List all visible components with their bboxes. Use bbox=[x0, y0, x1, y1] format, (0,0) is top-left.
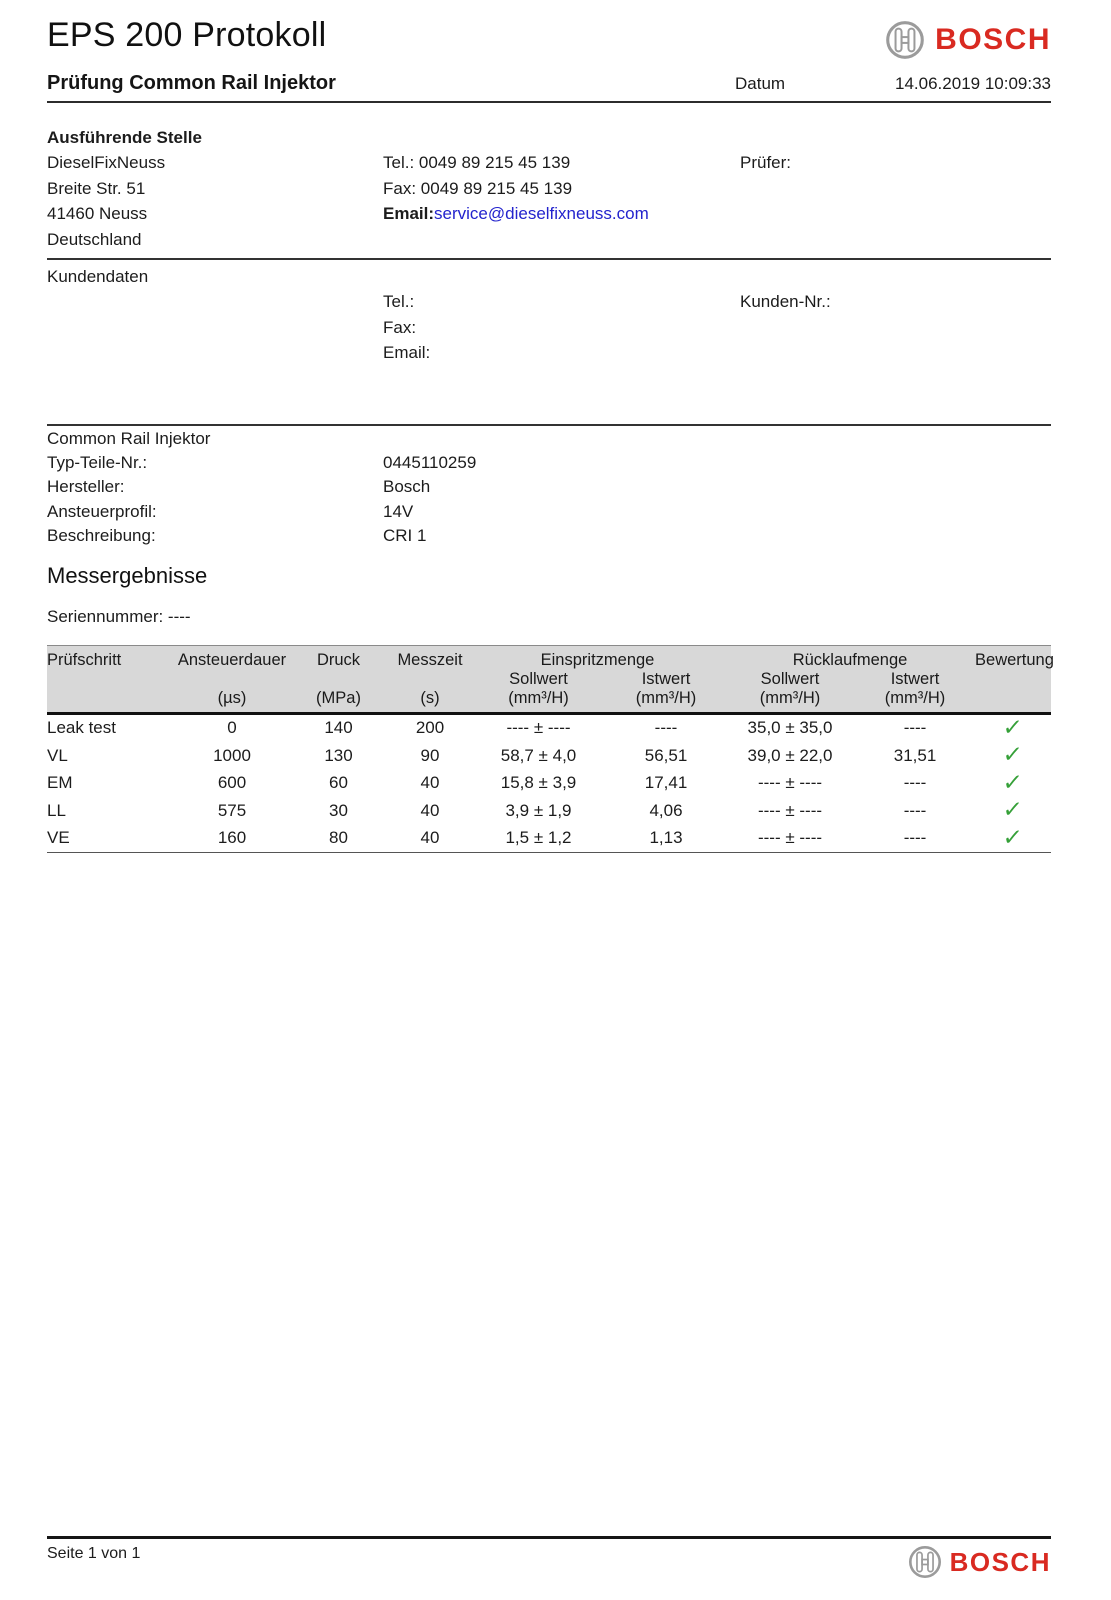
customer-contact bbox=[383, 289, 740, 366]
table-row bbox=[47, 742, 1051, 770]
pass-check-icon: ✓ bbox=[1002, 823, 1025, 850]
cell-ruecklauf-sollwert: ---- ± ---- bbox=[757, 828, 823, 847]
unit-us: (µs) bbox=[177, 689, 287, 714]
office-email-link[interactable]: service@dieselfixneuss.com bbox=[434, 204, 649, 223]
field-label: Ansteuerprofil: bbox=[47, 501, 157, 521]
cell-einspritz-istwert: 1,13 bbox=[649, 828, 683, 847]
office-fax: Fax: 0049 89 215 45 139 bbox=[383, 178, 573, 198]
bosch-wordmark: BOSCH bbox=[935, 23, 1051, 56]
bosch-wordmark: BOSCH bbox=[949, 1547, 1051, 1577]
pass-check-icon: ✓ bbox=[1002, 741, 1025, 767]
table-row bbox=[47, 825, 1051, 853]
results-table-header bbox=[47, 645, 1054, 713]
cell-druck: 140 bbox=[324, 718, 353, 737]
executing-office-address bbox=[47, 150, 383, 252]
field-label: Beschreibung: bbox=[47, 526, 156, 545]
office-street: Breite Str. 51 bbox=[47, 178, 146, 198]
report-header bbox=[47, 16, 1051, 103]
report-subtitle: Prüfung Common Rail Injektor bbox=[47, 72, 336, 94]
header-divider bbox=[47, 101, 1051, 103]
page-title: EPS 200 Protokoll bbox=[47, 16, 327, 54]
col-pruefschritt: Prüfschritt bbox=[47, 645, 177, 670]
cell-pruefschritt: VL bbox=[47, 745, 68, 765]
cell-einspritz-sollwert: 15,8 ± 3,9 bbox=[500, 773, 577, 792]
customer-email-label: Email: bbox=[383, 343, 431, 362]
executing-office-heading: Ausführende Stelle bbox=[47, 128, 202, 147]
pass-check-icon: ✓ bbox=[1002, 713, 1025, 740]
cell-messzeit: 90 bbox=[420, 745, 440, 765]
cell-einspritz-sollwert: 58,7 ± 4,0 bbox=[500, 745, 577, 765]
cell-ruecklauf-istwert: ---- bbox=[903, 718, 927, 737]
col-einspritz-istwert: Istwert bbox=[607, 670, 725, 689]
table-row bbox=[47, 713, 1051, 742]
cell-druck: 80 bbox=[329, 828, 348, 847]
cell-messzeit: 40 bbox=[420, 800, 440, 820]
customer-tel-label: Tel.: bbox=[383, 292, 415, 311]
cell-einspritz-sollwert: ---- ± ---- bbox=[506, 718, 571, 737]
unit-mm3h: (mm³/H) bbox=[855, 689, 975, 714]
injector-field-row bbox=[47, 524, 1051, 549]
office-email-label: Email: bbox=[383, 204, 435, 223]
page-number: Seite 1 von 1 bbox=[47, 1545, 141, 1562]
cell-ruecklauf-sollwert: ---- ± ---- bbox=[757, 773, 823, 792]
injector-field-row bbox=[47, 451, 1051, 476]
cell-messzeit: 200 bbox=[415, 718, 445, 737]
cell-pruefschritt: LL bbox=[47, 800, 66, 820]
cell-druck: 130 bbox=[324, 745, 353, 765]
unit-mpa: (MPa) bbox=[287, 689, 390, 714]
cell-ansteuerdauer: 1000 bbox=[213, 745, 251, 765]
col-druck: Druck bbox=[287, 645, 390, 670]
customer-section bbox=[47, 264, 1051, 366]
table-row bbox=[47, 770, 1051, 798]
cell-pruefschritt: VE bbox=[47, 828, 70, 847]
cell-ansteuerdauer: 160 bbox=[217, 828, 247, 847]
cell-einspritz-istwert: 17,41 bbox=[644, 773, 688, 792]
unit-mm3h: (mm³/H) bbox=[470, 689, 607, 714]
cell-einspritz-sollwert: 1,5 ± 1,2 bbox=[505, 828, 572, 847]
cell-druck: 30 bbox=[329, 800, 348, 820]
customer-fax-label: Fax: bbox=[383, 317, 417, 337]
field-value: 14V bbox=[383, 501, 414, 521]
col-ansteuerdauer: Ansteuerdauer bbox=[177, 645, 287, 670]
bosch-armature-icon bbox=[885, 20, 925, 60]
col-ruecklauf-istwert: Istwert bbox=[855, 670, 975, 689]
results-table bbox=[47, 645, 1054, 854]
injector-heading: Common Rail Injektor bbox=[47, 428, 211, 448]
bosch-armature-icon bbox=[908, 1545, 942, 1579]
bosch-logo bbox=[885, 20, 1051, 60]
col-einspritzmenge: Einspritzmenge bbox=[470, 645, 725, 670]
office-tel: Tel.: 0049 89 215 45 139 bbox=[383, 153, 571, 172]
executing-office-divider bbox=[47, 258, 1051, 260]
office-city: 41460 Neuss bbox=[47, 204, 148, 223]
unit-mm3h: (mm³/H) bbox=[607, 689, 725, 714]
executing-office-section bbox=[47, 125, 1051, 260]
report-footer bbox=[47, 1536, 1051, 1579]
pass-check-icon: ✓ bbox=[1002, 768, 1025, 795]
field-value: CRI 1 bbox=[383, 526, 427, 545]
office-name: DieselFixNeuss bbox=[47, 153, 166, 172]
col-einspritz-sollwert: Sollwert bbox=[470, 670, 607, 689]
office-country: Deutschland bbox=[47, 229, 142, 249]
date-value: 14.06.2019 10:09:33 bbox=[895, 74, 1051, 93]
cell-einspritz-istwert: 56,51 bbox=[644, 745, 688, 765]
field-value: 0445110259 bbox=[383, 452, 477, 472]
field-label: Hersteller: bbox=[47, 477, 125, 496]
cell-einspritz-sollwert: 3,9 ± 1,9 bbox=[505, 800, 572, 820]
cell-messzeit: 40 bbox=[420, 773, 440, 792]
col-bewertung: Bewertung bbox=[975, 645, 1051, 670]
cell-ansteuerdauer: 575 bbox=[217, 800, 247, 820]
pass-check-icon: ✓ bbox=[1002, 796, 1025, 822]
cell-ruecklauf-sollwert: 39,0 ± 22,0 bbox=[747, 745, 833, 765]
table-row bbox=[47, 797, 1051, 825]
date-label: Datum bbox=[735, 74, 786, 93]
cell-ansteuerdauer: 0 bbox=[227, 718, 237, 737]
office-email-row bbox=[383, 201, 740, 227]
injector-section bbox=[47, 424, 1051, 549]
col-ruecklauf-sollwert: Sollwert bbox=[725, 670, 855, 689]
cell-ruecklauf-istwert: ---- bbox=[903, 773, 927, 792]
cell-pruefschritt: EM bbox=[47, 773, 73, 792]
cell-einspritz-istwert: 4,06 bbox=[649, 800, 683, 820]
customer-number-label: Kunden-Nr.: bbox=[740, 292, 831, 311]
col-ruecklaufmenge: Rücklaufmenge bbox=[725, 645, 975, 670]
field-value: Bosch bbox=[383, 477, 431, 496]
cell-ansteuerdauer: 600 bbox=[217, 773, 247, 792]
injector-field-row bbox=[47, 500, 1051, 525]
cell-messzeit: 40 bbox=[420, 828, 440, 847]
cell-druck: 60 bbox=[329, 773, 348, 792]
field-label: Typ-Teile-Nr.: bbox=[47, 452, 148, 472]
customer-heading: Kundendaten bbox=[47, 267, 149, 286]
executing-office-contact bbox=[383, 150, 740, 252]
results-heading: Messergebnisse bbox=[47, 562, 208, 588]
cell-ruecklauf-istwert: ---- bbox=[903, 828, 927, 847]
cell-einspritz-istwert: ---- bbox=[654, 718, 678, 737]
examiner-label: Prüfer: bbox=[740, 153, 792, 172]
injector-field-row bbox=[47, 475, 1051, 500]
cell-ruecklauf-istwert: ---- bbox=[903, 800, 927, 820]
unit-mm3h: (mm³/H) bbox=[725, 689, 855, 714]
bosch-logo-footer bbox=[908, 1545, 1051, 1579]
cell-ruecklauf-sollwert: ---- ± ---- bbox=[757, 800, 823, 820]
cell-pruefschritt: Leak test bbox=[47, 718, 116, 737]
cell-ruecklauf-istwert: 31,51 bbox=[893, 745, 937, 765]
serial-number: Seriennummer: ---- bbox=[47, 606, 191, 626]
col-messzeit: Messzeit bbox=[390, 645, 470, 670]
cell-ruecklauf-sollwert: 35,0 ± 35,0 bbox=[747, 718, 833, 737]
unit-s: (s) bbox=[390, 689, 470, 714]
